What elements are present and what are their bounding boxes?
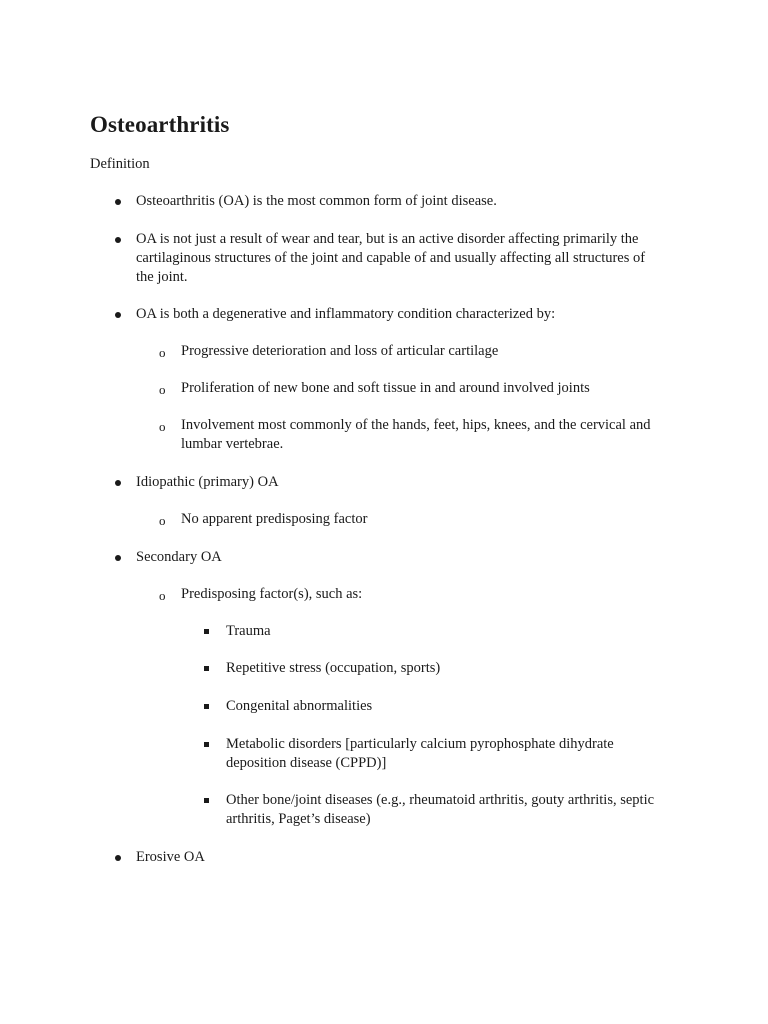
- sub-sub-list-item-text-line: Metabolic disorders [particularly calcium pyrophosphate dihydrate: [226, 736, 614, 752]
- circle-bullet-icon: o: [159, 419, 166, 434]
- list-item-text: Osteoarthritis (OA) is the most common form of joint disease.: [136, 193, 497, 209]
- list-item-text-line: OA is not just a result of wear and tear, but is an active disorder affecting primarily the: [136, 231, 639, 247]
- list-item-text: OA is both a degenerative and inflammatory condition characterized by:: [136, 306, 556, 322]
- list-item-text: Secondary OA: [136, 549, 222, 565]
- sub-sub-list-item-text: Repetitive stress (occupation, sports): [226, 660, 441, 676]
- sub-list-item-text: Proliferation of new bone and soft tissue in and around involved joints: [181, 380, 590, 396]
- bullet-dot-icon: [115, 312, 121, 318]
- square-bullet-icon: [204, 704, 209, 709]
- square-bullet-icon: [204, 798, 209, 803]
- bullet-dot-icon: [115, 555, 121, 561]
- circle-bullet-icon: o: [159, 588, 166, 603]
- sub-list-item-text-line: Involvement most commonly of the hands, feet, hips, knees, and the cervical and: [181, 417, 651, 433]
- bullet-dot-icon: [115, 237, 121, 243]
- square-bullet-icon: [204, 742, 209, 747]
- circle-bullet-icon: o: [159, 382, 166, 397]
- document-title: Osteoarthritis: [90, 112, 230, 137]
- square-bullet-icon: [204, 666, 209, 671]
- bullet-dot-icon: [115, 480, 121, 486]
- sub-sub-list-item-text-line: Other bone/joint diseases (e.g., rheumatoid arthritis, gouty arthritis, septic: [226, 792, 655, 808]
- sub-list-item-text: No apparent predisposing factor: [181, 511, 368, 527]
- sub-list-item-text: Progressive deterioration and loss of articular cartilage: [181, 343, 499, 359]
- section-heading-definition: Definition: [90, 156, 150, 172]
- list-item-text: Erosive OA: [136, 849, 205, 865]
- list-item-text: Idiopathic (primary) OA: [136, 474, 279, 490]
- sub-list-item-text-line: lumbar vertebrae.: [181, 436, 284, 452]
- sub-sub-list-item-text-line: arthritis, Paget’s disease): [226, 811, 371, 827]
- sub-sub-list-item-text: Congenital abnormalities: [226, 698, 373, 714]
- sub-sub-list-item-text-line: deposition disease (CPPD)]: [226, 755, 387, 771]
- sub-list-item-text: Predisposing factor(s), such as:: [181, 586, 363, 602]
- circle-bullet-icon: o: [159, 513, 166, 528]
- bullet-dot-icon: [115, 199, 121, 205]
- bullet-dot-icon: [115, 855, 121, 861]
- sub-sub-list-item-text: Trauma: [226, 623, 271, 639]
- square-bullet-icon: [204, 629, 209, 634]
- list-item-text-line: the joint.: [136, 269, 188, 285]
- circle-bullet-icon: o: [159, 345, 166, 360]
- list-item-text-line: cartilaginous structures of the joint and capable of and usually affecting all structures of: [136, 250, 646, 266]
